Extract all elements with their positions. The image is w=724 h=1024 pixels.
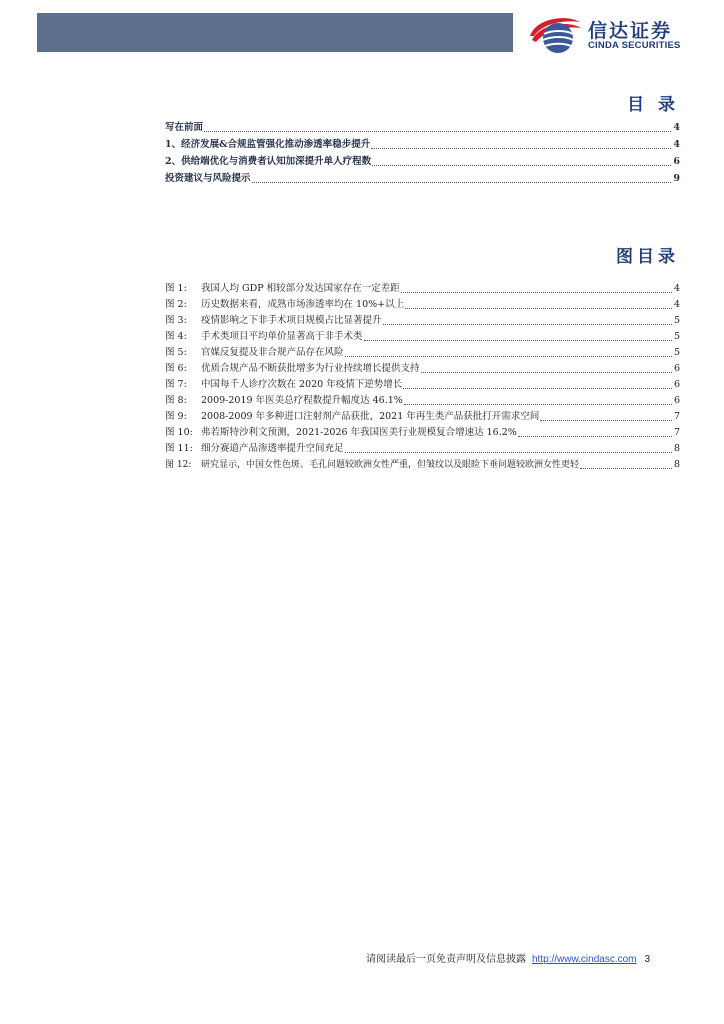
figure-entry-label: 中国每千人诊疗次数在 2020 年疫情下逆势增长 (201, 379, 403, 390)
toc-entry-label: 1、经济发展&合规监管强化推动渗透率稳步提升 (165, 139, 371, 150)
leader-dots (364, 339, 672, 341)
figure-entry-page: 8 (673, 443, 680, 454)
leader-dots (580, 467, 672, 469)
footer-url-link[interactable]: http://www.cindasc.com (532, 954, 637, 965)
figure-entry-page: 5 (673, 315, 680, 326)
figure-entry-label: 2008-2009 年多种进口注射剂产品获批，2021 年再生类产品获批打开需求空间 (201, 411, 540, 422)
toc-entry-page: 9 (673, 173, 680, 184)
figure-entry[interactable] (165, 457, 680, 472)
figure-entry[interactable] (165, 441, 680, 456)
figure-entry[interactable] (165, 377, 680, 392)
figure-entry-page: 6 (673, 395, 680, 406)
toc-entry-page: 4 (673, 139, 680, 150)
figure-entry[interactable] (165, 361, 680, 376)
globe-logo-icon (526, 14, 582, 54)
figure-entry[interactable] (165, 281, 680, 296)
toc-entry-page: 4 (673, 122, 680, 133)
figure-entry-page: 4 (673, 283, 680, 294)
figure-entry-page: 4 (673, 299, 680, 310)
footer-disclaimer: 请阅读最后一页免责声明及信息披露 (366, 954, 526, 965)
leader-dots (421, 371, 672, 373)
figure-entry[interactable] (165, 297, 680, 312)
figure-entry-number: 图 7: (165, 379, 187, 390)
page-footer (366, 950, 650, 965)
figure-entry-label: 2009-2019 年医美总疗程数提升幅度达 46.1% (201, 395, 403, 406)
figure-entry-label: 疫情影响之下非手术项目规模占比显著提升 (201, 315, 382, 326)
leader-dots (345, 451, 672, 453)
figure-entry-number: 图 2: (165, 299, 187, 310)
toc-entry-label: 2、供给端优化与消费者认知加深提升单人疗程数 (165, 156, 372, 167)
figure-entry[interactable] (165, 409, 680, 424)
figure-entry-label: 历史数据来看，成熟市场渗透率均在 10%+以上 (201, 299, 405, 310)
toc-entry[interactable] (165, 136, 680, 152)
figure-entry-number: 图 10: (165, 427, 193, 438)
leader-dots (345, 355, 672, 357)
page-number: 3 (644, 954, 651, 965)
figure-entry-number: 图 5: (165, 347, 187, 358)
header-bar (37, 13, 513, 52)
leader-dots (404, 403, 672, 405)
figure-entry[interactable] (165, 313, 680, 328)
figure-entry-page: 6 (673, 379, 680, 390)
leader-dots (372, 164, 671, 166)
figure-entry-label: 细分赛道产品渗透率提升空间充足 (201, 443, 344, 454)
leader-dots (383, 323, 672, 325)
figure-entry-page: 6 (673, 363, 680, 374)
figures-title: 图目录 (616, 247, 679, 267)
figure-entry-label: 优质合规产品不断获批增多为行业持续增长提供支持 (201, 363, 420, 374)
figure-entry[interactable] (165, 329, 680, 344)
toc-entry-label: 写在前面 (165, 122, 204, 133)
toc-entry-page: 6 (673, 156, 680, 167)
figure-entry-page: 7 (673, 427, 680, 438)
leader-dots (371, 147, 671, 149)
figure-entry-label: 手术类项目平均单价显著高于非手术类 (201, 331, 363, 342)
leader-dots (252, 181, 672, 183)
logo (526, 14, 702, 54)
figure-entry-label: 研究显示，中国女性色斑、毛孔问题较欧洲女性严重，但皱纹以及眼睑下垂问题较欧洲女性更轻 (201, 460, 580, 470)
figure-entry-number: 图 11: (165, 443, 193, 454)
figure-entry-number: 图 9: (165, 411, 187, 422)
figure-entry-label: 官媒反复提及非合规产品存在风险 (201, 347, 344, 358)
figure-entry-number: 图 3: (165, 315, 187, 326)
figure-entry-label: 弗若斯特沙利文预测，2021-2026 年我国医美行业规模复合增速达 16.2% (201, 427, 517, 438)
figure-entry[interactable] (165, 425, 680, 440)
figure-entry-number: 图 4: (165, 331, 187, 342)
figure-entry-number: 图 8: (165, 395, 187, 406)
leader-dots (405, 307, 672, 309)
figure-entry-page: 8 (673, 459, 680, 470)
leader-dots (518, 435, 672, 437)
figure-entry-label: 我国人均 GDP 相较部分发达国家存在一定差距 (201, 283, 400, 294)
logo-text-en: CINDA SECURITIES (588, 40, 681, 51)
leader-dots (204, 130, 671, 132)
figure-entry[interactable] (165, 345, 680, 360)
figure-entry-page: 7 (673, 411, 680, 422)
leader-dots (403, 387, 672, 389)
figure-entry-number: 图 1: (165, 283, 187, 294)
toc-entry-label: 投资建议与风险提示 (165, 173, 251, 184)
leader-dots (401, 291, 672, 293)
toc-title: 目 录 (627, 95, 679, 115)
toc-entry[interactable] (165, 119, 680, 135)
figure-entry-page: 5 (673, 331, 680, 342)
logo-text-cn: 信达证券 (588, 20, 673, 42)
figure-entry-number: 图 6: (165, 363, 187, 374)
toc-entry[interactable] (165, 170, 680, 186)
figure-entry-page: 5 (673, 347, 680, 358)
toc-entry[interactable] (165, 153, 680, 169)
figure-entry-number: 图 12: (165, 460, 192, 470)
leader-dots (540, 419, 672, 421)
figure-entry[interactable] (165, 393, 680, 408)
